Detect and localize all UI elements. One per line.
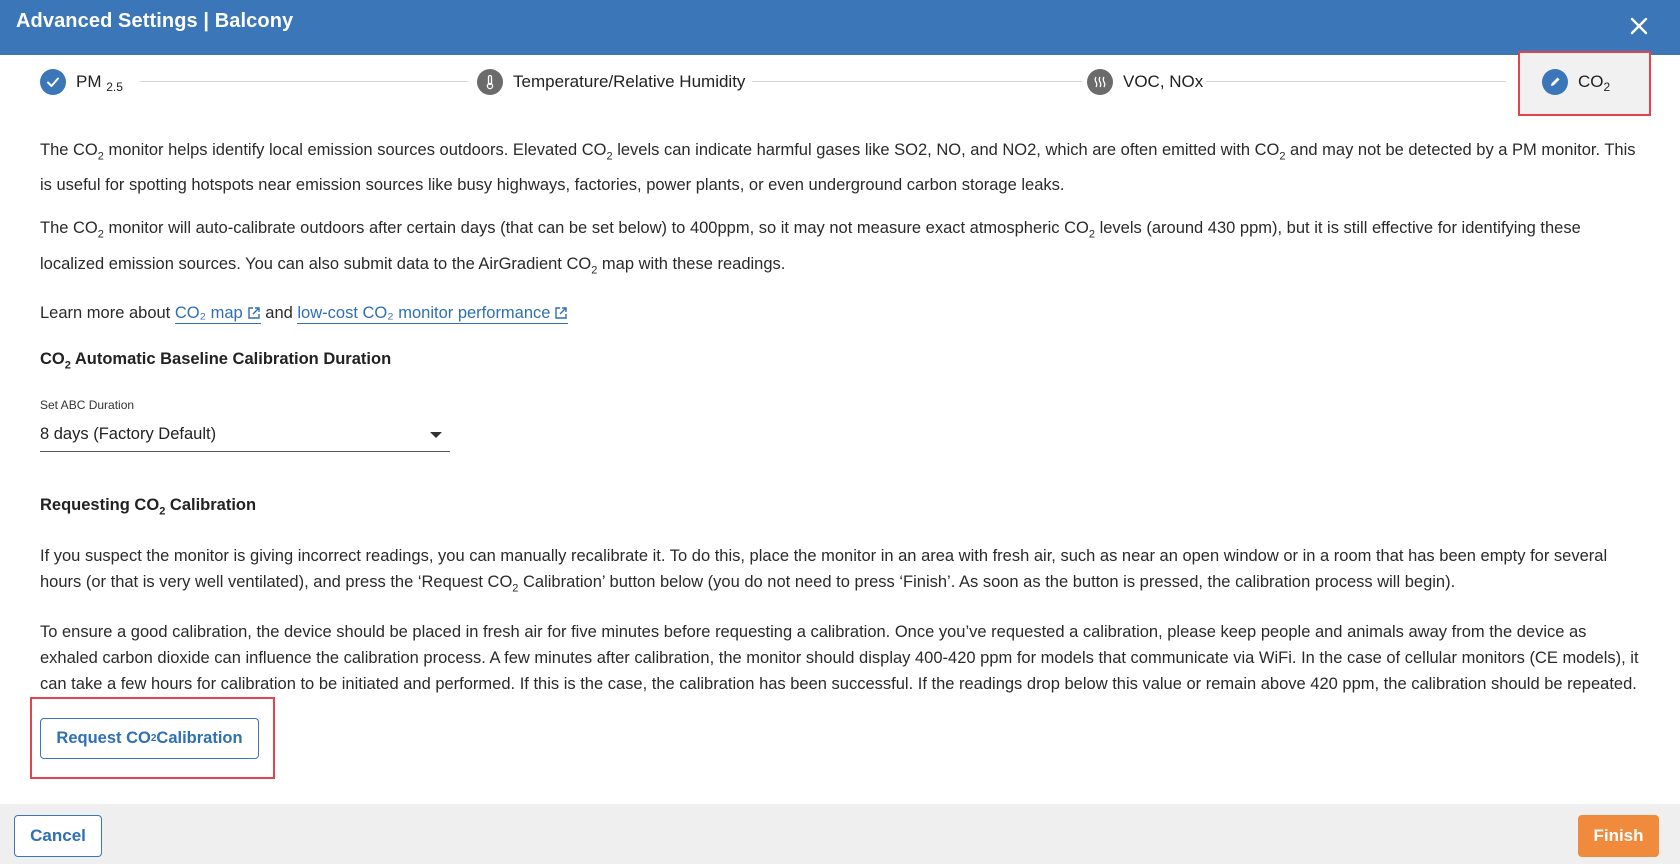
abc-duration-select[interactable] <box>40 418 450 452</box>
abc-duration-value: 8 days (Factory Default) <box>40 425 217 443</box>
step-co2[interactable] <box>1542 67 1610 97</box>
external-link-icon <box>247 306 261 320</box>
cancel-button[interactable]: Cancel <box>14 815 102 857</box>
chevron-down-icon <box>430 432 442 438</box>
calibration-paragraph-1: If you suspect the monitor is giving incorrect readings, you can manually recalibrate it. To do this, place the monitor in an area with fresh air, such as near an open window or in a room that has been empty for several hours (or that is very well ventilated), and press the ‘Request $CO_2$ Calibration’ button below (you do not need to press ‘Finish’. As soon as the button is pressed, the calibration process will begin). <box>40 547 1608 595</box>
calibration-paragraph-2: To ensure a good calibration, the device should be placed in fresh air for five minutes before requesting a calibration. Once you’ve requested a calibration, please keep people and animals away from the device as exhaled carbon dioxide can influence the calibration process. A few minutes after calibration, the monitor should display 400-420 ppm for models that communicate via WiFi. In the case of cellular monitors (CE models), it can take a few hours for calibration to be initiated and performed. If this is the case, the calibration has been successful. If the readings drop below this value or remain above 420 ppm, the calibration should be repeated. <box>40 623 1639 694</box>
request-co2-calibration-button[interactable]: Request CO 2 Calibration <box>40 718 259 759</box>
intro-paragraph-2: The $CO_2$ monitor will auto-calibrate outdoors after certain days (that can be set below) to 400ppm, so it may not measure exact atmospheric $CO_2$ levels (around 430 ppm), but it is still effective for identifying these localized emission sources. You can also submit data to the AirGradient $CO_2$ map with these readings. <box>40 219 1581 276</box>
step-label: $CO_2$ <box>1578 72 1611 94</box>
stepper-connector <box>140 81 468 82</box>
waves-icon <box>1087 69 1113 95</box>
learn-more: Learn more about CO₂ map and low-cost CO₂ monitor performance <box>40 299 1640 328</box>
step-label: Temperature/Relative Humidity <box>513 72 746 91</box>
abc-duration-label: Set ABC Duration <box>40 398 135 412</box>
co2-map-link[interactable]: CO₂ map <box>175 304 261 324</box>
step-label: VOC, NOx <box>1123 72 1204 91</box>
step-temperature-humidity[interactable] <box>477 67 745 97</box>
stepper-connector <box>752 81 1082 82</box>
dialog-footer <box>0 804 1680 864</box>
check-icon <box>40 69 66 95</box>
step-label: PM $_{2.5}$ <box>76 72 123 94</box>
calibration-section-title: Requesting $CO_2$ Calibration <box>40 496 257 518</box>
thermometer-icon <box>477 69 503 95</box>
external-link-icon <box>554 306 568 320</box>
abc-section-title: $CO_2$ Automatic Baseline Calibration Duration <box>40 350 392 372</box>
close-icon <box>1629 16 1649 36</box>
finish-button[interactable]: Finish <box>1578 815 1659 857</box>
step-pm25[interactable] <box>40 67 123 97</box>
dialog-title: Advanced Settings | Balcony <box>16 10 294 32</box>
co2-monitor-performance-link[interactable]: low-cost CO₂ monitor performance <box>297 304 568 324</box>
close-button[interactable] <box>1626 13 1652 39</box>
step-voc-nox[interactable] <box>1087 67 1203 97</box>
intro-paragraph-1: The $CO_2$ monitor helps identify local emission sources outdoors. Elevated $CO_2$ levels can indicate harmful gases like SO2, NO, and NO2, which are often emitted with $CO_2$ and may not be detected by a PM monitor. This is useful for spotting hotspots near emission sources like busy highways, factories, power plants, or even underground carbon storage leaks. <box>40 141 1636 195</box>
pencil-icon <box>1542 69 1568 95</box>
settings-stepper <box>0 55 1680 115</box>
calibration-instructions <box>40 543 1640 715</box>
stepper-connector <box>1206 81 1506 82</box>
co2-intro <box>40 136 1640 342</box>
dialog-header <box>0 0 1680 55</box>
